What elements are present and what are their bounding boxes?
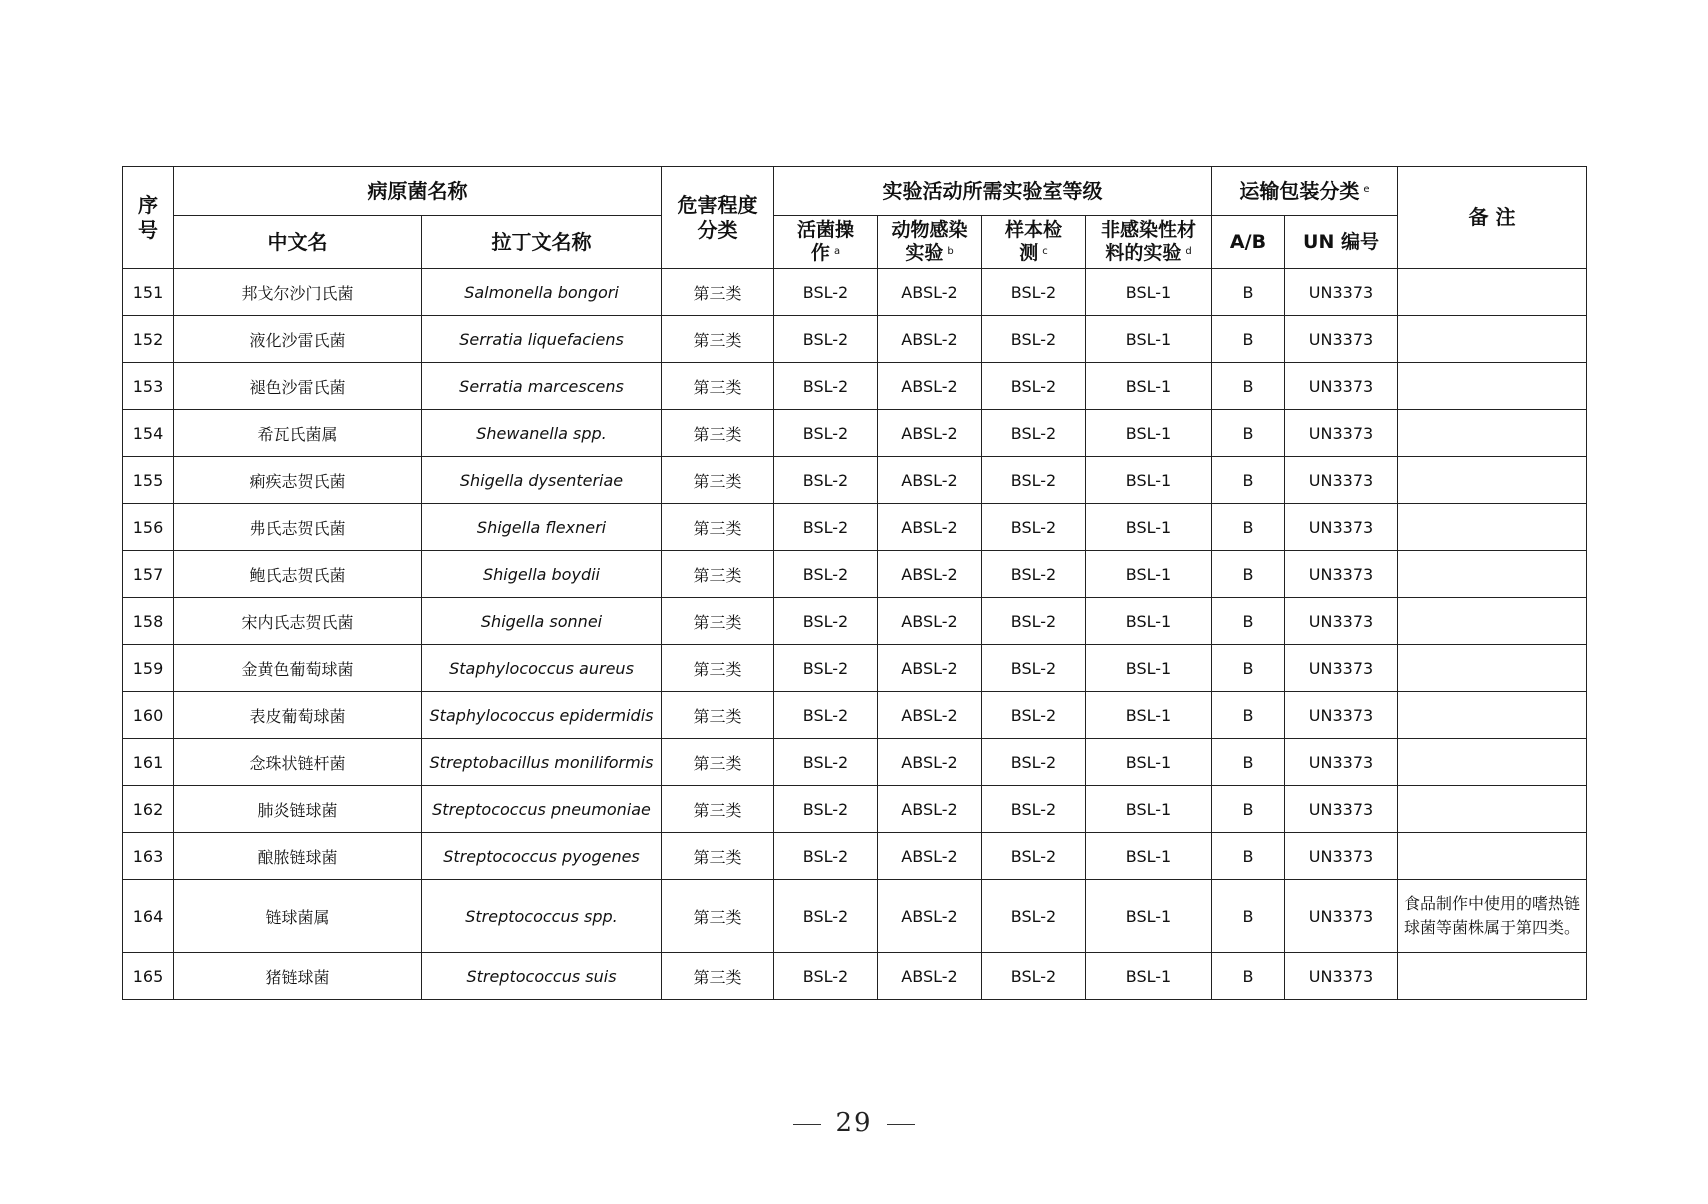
cell-live-culture: BSL-2 xyxy=(774,316,878,363)
header-non-infectious xyxy=(1086,216,1212,269)
cell-animal-infection: ABSL-2 xyxy=(878,739,982,786)
cell-seq: 163 xyxy=(123,833,174,880)
cell-live-culture: BSL-2 xyxy=(774,880,878,953)
cell-animal-infection: ABSL-2 xyxy=(878,363,982,410)
cell-remarks xyxy=(1398,953,1587,1000)
table-row xyxy=(123,269,1587,316)
footnote-e: e xyxy=(1363,183,1370,195)
cell-live-culture: BSL-2 xyxy=(774,363,878,410)
cell-animal-infection: ABSL-2 xyxy=(878,598,982,645)
cell-hazard: 第三类 xyxy=(662,739,774,786)
cell-non-infectious: BSL-1 xyxy=(1086,551,1212,598)
cell-hazard: 第三类 xyxy=(662,363,774,410)
cell-chinese-name: 鲍氏志贺氏菌 xyxy=(174,551,422,598)
cell-seq: 158 xyxy=(123,598,174,645)
cell-live-culture: BSL-2 xyxy=(774,692,878,739)
cell-seq: 153 xyxy=(123,363,174,410)
cell-ab: B xyxy=(1212,363,1285,410)
cell-remarks xyxy=(1398,551,1587,598)
cell-chinese-name: 念珠状链杆菌 xyxy=(174,739,422,786)
table-row xyxy=(123,786,1587,833)
cell-un-number: UN3373 xyxy=(1285,739,1398,786)
cell-remarks xyxy=(1398,316,1587,363)
header-live-culture xyxy=(774,216,878,269)
cell-un-number: UN3373 xyxy=(1285,551,1398,598)
cell-animal-infection: ABSL-2 xyxy=(878,551,982,598)
cell-latin-name: Streptococcus pyogenes xyxy=(422,833,662,880)
cell-hazard: 第三类 xyxy=(662,645,774,692)
cell-seq: 154 xyxy=(123,410,174,457)
cell-chinese-name: 液化沙雷氏菌 xyxy=(174,316,422,363)
cell-live-culture: BSL-2 xyxy=(774,504,878,551)
table-row xyxy=(123,833,1587,880)
table-row xyxy=(123,739,1587,786)
cell-animal-infection: ABSL-2 xyxy=(878,457,982,504)
cell-non-infectious: BSL-1 xyxy=(1086,457,1212,504)
cell-live-culture: BSL-2 xyxy=(774,551,878,598)
header-latin-name: 拉丁文名称 xyxy=(422,216,662,269)
header-un-number: UN 编号 xyxy=(1285,216,1398,269)
cell-latin-name: Shewanella spp. xyxy=(422,410,662,457)
header-lab-level: 实验活动所需实验室等级 xyxy=(774,167,1212,216)
cell-ab: B xyxy=(1212,269,1285,316)
cell-latin-name: Shigella boydii xyxy=(422,551,662,598)
cell-chinese-name: 宋内氏志贺氏菌 xyxy=(174,598,422,645)
cell-non-infectious: BSL-1 xyxy=(1086,504,1212,551)
cell-live-culture: BSL-2 xyxy=(774,786,878,833)
cell-ab: B xyxy=(1212,880,1285,953)
cell-un-number: UN3373 xyxy=(1285,833,1398,880)
table-row xyxy=(123,598,1587,645)
cell-remarks xyxy=(1398,410,1587,457)
cell-remarks xyxy=(1398,504,1587,551)
cell-non-infectious: BSL-1 xyxy=(1086,269,1212,316)
cell-latin-name: Serratia liquefaciens xyxy=(422,316,662,363)
header-animal-infection-label: 动物感染实验 xyxy=(891,219,968,264)
table-row xyxy=(123,645,1587,692)
cell-ab: B xyxy=(1212,645,1285,692)
cell-sample-testing: BSL-2 xyxy=(982,833,1086,880)
cell-hazard: 第三类 xyxy=(662,504,774,551)
cell-un-number: UN3373 xyxy=(1285,598,1398,645)
cell-live-culture: BSL-2 xyxy=(774,598,878,645)
cell-un-number: UN3373 xyxy=(1285,692,1398,739)
cell-un-number: UN3373 xyxy=(1285,363,1398,410)
table-row xyxy=(123,457,1587,504)
cell-sample-testing: BSL-2 xyxy=(982,692,1086,739)
cell-seq: 161 xyxy=(123,739,174,786)
cell-sample-testing: BSL-2 xyxy=(982,269,1086,316)
table-body xyxy=(123,269,1587,1000)
cell-non-infectious: BSL-1 xyxy=(1086,645,1212,692)
cell-live-culture: BSL-2 xyxy=(774,645,878,692)
cell-chinese-name: 猪链球菌 xyxy=(174,953,422,1000)
cell-hazard: 第三类 xyxy=(662,833,774,880)
cell-seq: 165 xyxy=(123,953,174,1000)
cell-animal-infection: ABSL-2 xyxy=(878,410,982,457)
table-row xyxy=(123,316,1587,363)
cell-hazard: 第三类 xyxy=(662,457,774,504)
cell-un-number: UN3373 xyxy=(1285,645,1398,692)
footnote-b: b xyxy=(947,246,954,257)
cell-hazard: 第三类 xyxy=(662,598,774,645)
cell-un-number: UN3373 xyxy=(1285,880,1398,953)
cell-remarks xyxy=(1398,786,1587,833)
cell-remarks xyxy=(1398,269,1587,316)
footnote-a: a xyxy=(833,246,841,257)
header-non-infectious-label: 非感染性材料的实验 xyxy=(1100,219,1196,264)
cell-sample-testing: BSL-2 xyxy=(982,598,1086,645)
cell-sample-testing: BSL-2 xyxy=(982,316,1086,363)
cell-remarks xyxy=(1398,739,1587,786)
cell-un-number: UN3373 xyxy=(1285,457,1398,504)
cell-ab: B xyxy=(1212,598,1285,645)
cell-ab: B xyxy=(1212,786,1285,833)
cell-latin-name: Streptococcus suis xyxy=(422,953,662,1000)
cell-un-number: UN3373 xyxy=(1285,786,1398,833)
header-live-culture-label: 活菌操作 xyxy=(796,219,854,264)
table-row xyxy=(123,880,1587,953)
cell-hazard: 第三类 xyxy=(662,551,774,598)
header-sample-testing xyxy=(982,216,1086,269)
cell-ab: B xyxy=(1212,551,1285,598)
cell-remarks xyxy=(1398,363,1587,410)
cell-seq: 155 xyxy=(123,457,174,504)
cell-sample-testing: BSL-2 xyxy=(982,739,1086,786)
cell-sample-testing: BSL-2 xyxy=(982,457,1086,504)
cell-remarks xyxy=(1398,645,1587,692)
footnote-c: c xyxy=(1042,246,1048,257)
footnote-d: d xyxy=(1185,246,1192,257)
cell-seq: 152 xyxy=(123,316,174,363)
cell-un-number: UN3373 xyxy=(1285,316,1398,363)
cell-hazard: 第三类 xyxy=(662,269,774,316)
table-row xyxy=(123,953,1587,1000)
cell-animal-infection: ABSL-2 xyxy=(878,645,982,692)
footer-dash-left xyxy=(793,1124,821,1125)
cell-remarks xyxy=(1398,457,1587,504)
cell-latin-name: Streptobacillus moniliformis xyxy=(422,739,662,786)
cell-chinese-name: 邦戈尔沙门氏菌 xyxy=(174,269,422,316)
cell-ab: B xyxy=(1212,504,1285,551)
cell-latin-name: Shigella flexneri xyxy=(422,504,662,551)
cell-animal-infection: ABSL-2 xyxy=(878,504,982,551)
cell-seq: 157 xyxy=(123,551,174,598)
cell-live-culture: BSL-2 xyxy=(774,457,878,504)
table-row xyxy=(123,363,1587,410)
cell-sample-testing: BSL-2 xyxy=(982,410,1086,457)
cell-ab: B xyxy=(1212,739,1285,786)
cell-non-infectious: BSL-1 xyxy=(1086,880,1212,953)
cell-hazard: 第三类 xyxy=(662,410,774,457)
cell-animal-infection: ABSL-2 xyxy=(878,880,982,953)
cell-sample-testing: BSL-2 xyxy=(982,880,1086,953)
cell-sample-testing: BSL-2 xyxy=(982,363,1086,410)
cell-hazard: 第三类 xyxy=(662,692,774,739)
cell-non-infectious: BSL-1 xyxy=(1086,739,1212,786)
cell-latin-name: Streptococcus spp. xyxy=(422,880,662,953)
cell-latin-name: Staphylococcus aureus xyxy=(422,645,662,692)
cell-remarks xyxy=(1398,598,1587,645)
cell-non-infectious: BSL-1 xyxy=(1086,410,1212,457)
cell-sample-testing: BSL-2 xyxy=(982,786,1086,833)
cell-seq: 156 xyxy=(123,504,174,551)
cell-latin-name: Shigella dysenteriae xyxy=(422,457,662,504)
cell-non-infectious: BSL-1 xyxy=(1086,692,1212,739)
cell-hazard: 第三类 xyxy=(662,316,774,363)
cell-remarks: 食品制作中使用的嗜热链球菌等菌株属于第四类。 xyxy=(1398,880,1587,953)
cell-chinese-name: 肺炎链球菌 xyxy=(174,786,422,833)
cell-non-infectious: BSL-1 xyxy=(1086,316,1212,363)
header-remarks: 备 注 xyxy=(1398,167,1587,269)
cell-live-culture: BSL-2 xyxy=(774,269,878,316)
cell-animal-infection: ABSL-2 xyxy=(878,953,982,1000)
cell-un-number: UN3373 xyxy=(1285,953,1398,1000)
cell-ab: B xyxy=(1212,410,1285,457)
cell-remarks xyxy=(1398,833,1587,880)
cell-live-culture: BSL-2 xyxy=(774,410,878,457)
cell-animal-infection: ABSL-2 xyxy=(878,316,982,363)
cell-seq: 159 xyxy=(123,645,174,692)
cell-non-infectious: BSL-1 xyxy=(1086,363,1212,410)
cell-chinese-name: 链球菌属 xyxy=(174,880,422,953)
cell-animal-infection: ABSL-2 xyxy=(878,786,982,833)
page-number-footer xyxy=(0,1108,1708,1138)
header-transport xyxy=(1212,167,1398,216)
page-number: 29 xyxy=(835,1108,873,1138)
cell-live-culture: BSL-2 xyxy=(774,953,878,1000)
cell-animal-infection: ABSL-2 xyxy=(878,833,982,880)
cell-seq: 160 xyxy=(123,692,174,739)
cell-remarks xyxy=(1398,692,1587,739)
footer-dash-right xyxy=(887,1124,915,1125)
cell-chinese-name: 弗氏志贺氏菌 xyxy=(174,504,422,551)
cell-non-infectious: BSL-1 xyxy=(1086,786,1212,833)
cell-latin-name: Shigella sonnei xyxy=(422,598,662,645)
table-row xyxy=(123,410,1587,457)
cell-sample-testing: BSL-2 xyxy=(982,953,1086,1000)
cell-seq: 151 xyxy=(123,269,174,316)
cell-chinese-name: 希瓦氏菌属 xyxy=(174,410,422,457)
cell-sample-testing: BSL-2 xyxy=(982,551,1086,598)
table-row xyxy=(123,551,1587,598)
cell-ab: B xyxy=(1212,692,1285,739)
cell-sample-testing: BSL-2 xyxy=(982,504,1086,551)
cell-seq: 164 xyxy=(123,880,174,953)
header-transport-label: 运输包装分类 xyxy=(1239,178,1360,203)
cell-latin-name: Serratia marcescens xyxy=(422,363,662,410)
cell-chinese-name: 痢疾志贺氏菌 xyxy=(174,457,422,504)
cell-ab: B xyxy=(1212,833,1285,880)
header-ab: A/B xyxy=(1212,216,1285,269)
cell-un-number: UN3373 xyxy=(1285,504,1398,551)
cell-ab: B xyxy=(1212,316,1285,363)
header-row-2 xyxy=(123,216,1587,269)
cell-chinese-name: 金黄色葡萄球菌 xyxy=(174,645,422,692)
cell-non-infectious: BSL-1 xyxy=(1086,833,1212,880)
header-chinese-name: 中文名 xyxy=(174,216,422,269)
header-seq: 序号 xyxy=(123,167,174,269)
cell-non-infectious: BSL-1 xyxy=(1086,953,1212,1000)
cell-live-culture: BSL-2 xyxy=(774,739,878,786)
header-pathogen-name: 病原菌名称 xyxy=(174,167,662,216)
header-animal-infection xyxy=(878,216,982,269)
cell-latin-name: Staphylococcus epidermidis xyxy=(422,692,662,739)
table-row xyxy=(123,504,1587,551)
cell-un-number: UN3373 xyxy=(1285,269,1398,316)
header-row-1 xyxy=(123,167,1587,216)
cell-un-number: UN3373 xyxy=(1285,410,1398,457)
cell-animal-infection: ABSL-2 xyxy=(878,269,982,316)
cell-sample-testing: BSL-2 xyxy=(982,645,1086,692)
cell-chinese-name: 酿脓链球菌 xyxy=(174,833,422,880)
header-hazard-class: 危害程度分类 xyxy=(662,167,774,269)
header-sample-testing-label: 样本检测 xyxy=(1004,219,1062,264)
cell-chinese-name: 表皮葡萄球菌 xyxy=(174,692,422,739)
cell-animal-infection: ABSL-2 xyxy=(878,692,982,739)
cell-ab: B xyxy=(1212,457,1285,504)
pathogen-table xyxy=(122,166,1587,1000)
cell-latin-name: Streptococcus pneumoniae xyxy=(422,786,662,833)
cell-ab: B xyxy=(1212,953,1285,1000)
cell-hazard: 第三类 xyxy=(662,786,774,833)
cell-latin-name: Salmonella bongori xyxy=(422,269,662,316)
cell-chinese-name: 褪色沙雷氏菌 xyxy=(174,363,422,410)
table-row xyxy=(123,692,1587,739)
cell-live-culture: BSL-2 xyxy=(774,833,878,880)
cell-seq: 162 xyxy=(123,786,174,833)
cell-hazard: 第三类 xyxy=(662,953,774,1000)
cell-hazard: 第三类 xyxy=(662,880,774,953)
cell-non-infectious: BSL-1 xyxy=(1086,598,1212,645)
